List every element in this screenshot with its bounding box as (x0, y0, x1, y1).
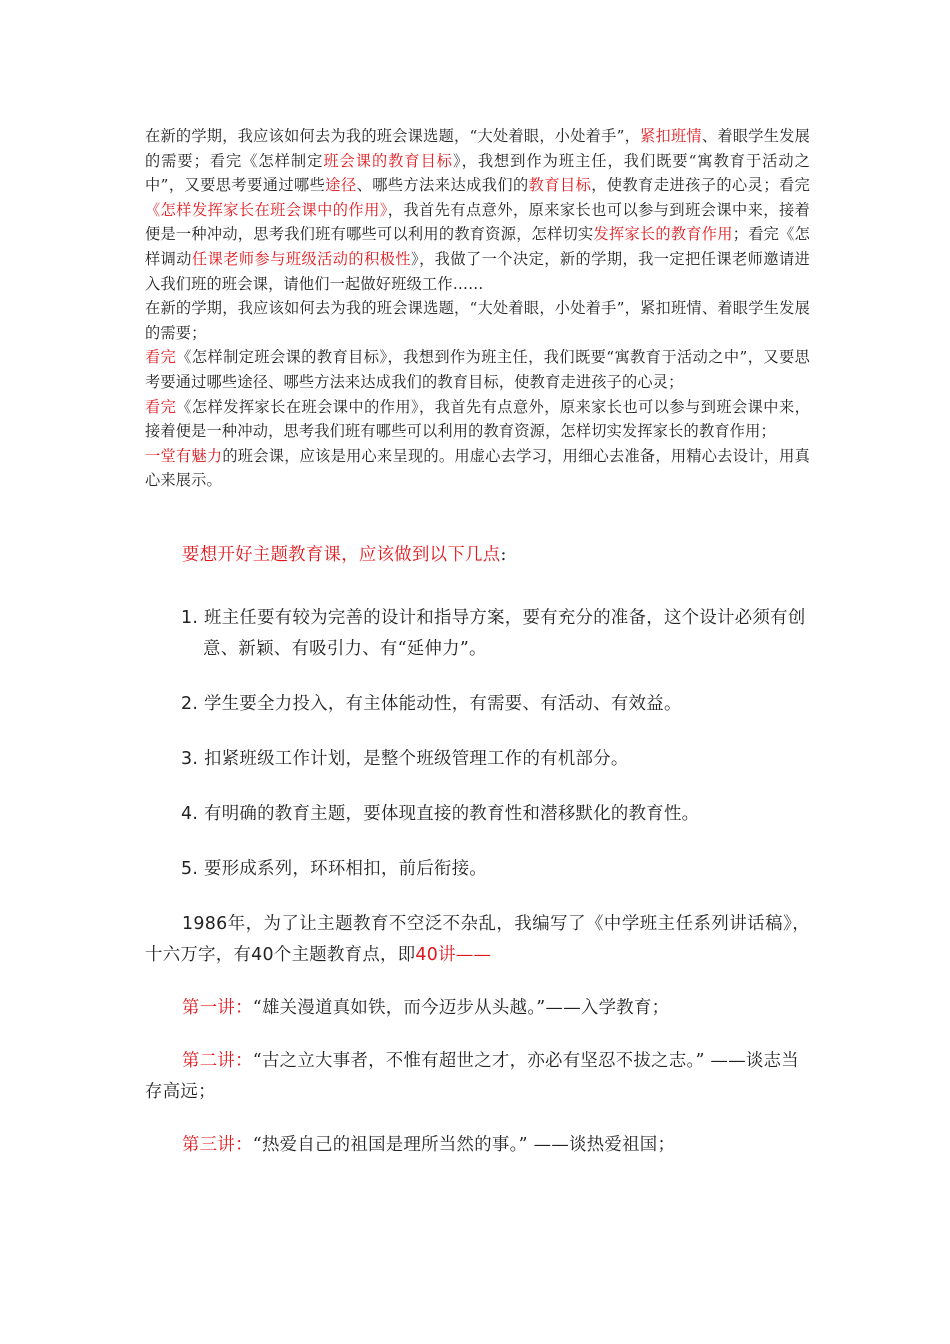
intro-paragraph-2: 在新的学期，我应该如何去为我的班会课选题，“大处着眼，小处着手”，紧扣班情、着眼学生发展的需要； (145, 299, 810, 342)
highlight-text: 途径 (325, 176, 357, 195)
history-paragraph: 1986年，为了让主题教育不空泛不杂乱，我编写了《中学班主任系列讲话稿》，十六万字，有40个主题教育点，即40讲—— (145, 914, 810, 965)
highlight-text: 班会课的教育目标 (323, 151, 454, 170)
lecture-item: 第三讲：“热爱自己的祖国是理所当然的事。” ——谈热爱祖国； (182, 1135, 676, 1155)
highlight-text: 讲 (438, 945, 456, 965)
intro-paragraph-4: 看完《怎样发挥家长在班会课中的作用》，我首先有点意外，原来家长也可以参与到班会课中来，接着便是一种冲动，思考我们班有哪些可以利用的教育资源，怎样切实发挥家长的教育作用； (145, 397, 810, 441)
lecture-label: 第一讲： (182, 998, 253, 1018)
list-number: 4. (181, 804, 199, 824)
highlight-text: 看完 (145, 397, 177, 416)
intro-paragraph-5: 一堂有魅力的班会课，应该是用心来呈现的。用虚心去学习，用细心去准备，用精心去设计，用真心来展示。 (145, 446, 810, 490)
list-number: 5. (181, 859, 199, 879)
list-number: 3. (181, 749, 199, 769)
intro-section (145, 124, 810, 493)
list-item: 2. 学生要全力投入，有主体能动性，有需要、有活动、有效益。 (181, 694, 682, 714)
highlight-text: 任课老师参与班级活动的积极性 (191, 249, 412, 268)
main-section (145, 540, 810, 1183)
list-item: 5. 要形成系列，环环相扣，前后衔接。 (181, 859, 488, 879)
highlight-text: 《怎样发挥家长在班会课中的作用》 (145, 200, 388, 219)
highlight-text: 紧扣班情 (640, 127, 702, 145)
highlight-text: 40 (415, 945, 439, 965)
highlight-text: 魅力 (191, 446, 223, 465)
list-item: 3. 扣紧班级工作计划，是整个班级管理工作的有机部分。 (181, 749, 629, 769)
list-number: 2. (181, 694, 199, 714)
lecture-item: 第一讲：“雄关漫道真如铁，而今迈步从头越。”——入学教育； (182, 998, 670, 1018)
highlight-text: 教育目标 (528, 176, 592, 195)
section-heading: 要想开好主题教育课，应该做到以下几点: (182, 545, 507, 565)
list-item: 1. 班主任要有较为完善的设计和指导方案，要有充分的准备，这个设计必须有创意、新颖、有吸引力、有“延伸力”。 (181, 608, 806, 659)
points-list (145, 603, 810, 885)
lecture-item: 第二讲：“古之立大事者，不惟有超世之才，亦必有坚忍不拔之志。” ——谈志当存高远； (145, 1051, 799, 1102)
list-item: 4. 有明确的教育主题，要体现直接的教育性和潜移默化的教育性。 (181, 804, 700, 824)
highlight-text: 发挥家长的教育作用 (593, 225, 733, 244)
intro-paragraph-3: 看完《怎样制定班会课的教育目标》，我想到作为班主任，我们既要“寓教育于活动之中”，又要思考要通过哪些途径、哪些方法来达成我们的教育目标，使教育走进孩子的心灵； (145, 348, 810, 391)
highlight-text: 看完 (145, 348, 177, 367)
lecture-label: 第二讲： (182, 1051, 253, 1071)
highlight-text: —— (455, 945, 492, 965)
lecture-label: 第三讲： (182, 1135, 253, 1155)
highlight-text: 一堂有 (145, 446, 192, 465)
list-number: 1. (181, 608, 199, 628)
intro-paragraph-1: 在新的学期，我应该如何去为我的班会课选题，“大处着眼，小处着手”，紧扣班情、着眼学生发展的需要；看完《怎样制定班会课的教育目标》，我想到作为班主任，我们既要“寓教育于活动之中”，又要思考要通过哪些途径、哪些方法来达成我们的教育目标，使教育走进孩子的心灵；看完《怎样发挥家长在班会课中的作用》，我首先有点意外，原来家长也可以参与到班会课中来，接着便是一种冲动，思考我们班有哪些可以利用的教育资源，怎样切实发挥家长的教育作用；看完《怎样调动任课老师参与班级活动的积极性》，我做了一个决定，新的学期，我一定把任课老师邀请进入我们班的班会课，请他们一起做好班级工作…… (145, 127, 811, 293)
